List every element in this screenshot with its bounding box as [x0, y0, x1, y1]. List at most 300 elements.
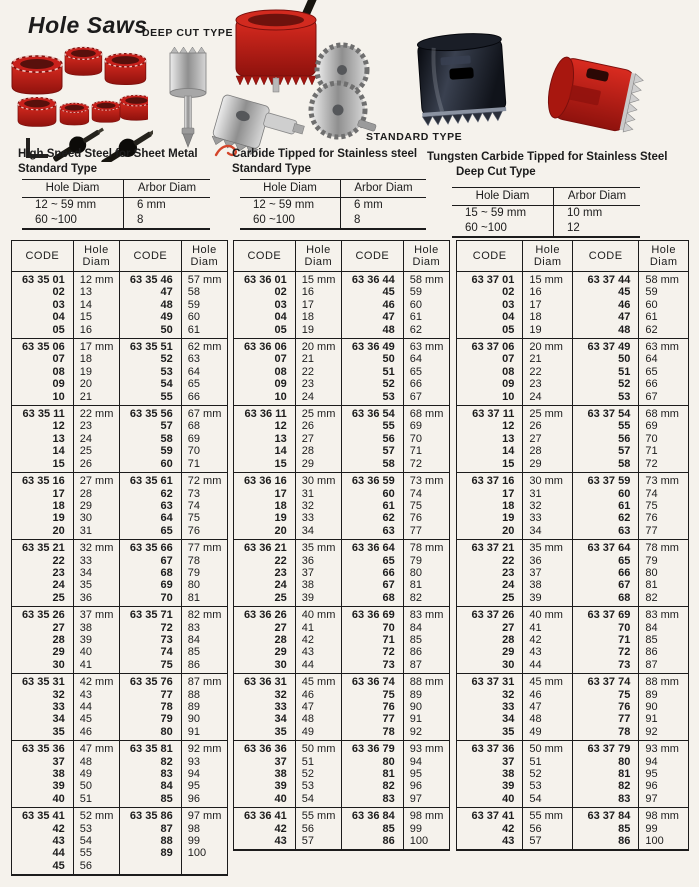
hole-diam-cell: 78 mm — [639, 540, 689, 555]
hole-diam-cell: 76 — [403, 512, 449, 524]
table-row — [234, 555, 450, 567]
hole-diam-cell: 57 mm — [181, 272, 227, 287]
hole-saw-code-table — [11, 240, 228, 876]
code-cell: 63 36 59 — [341, 473, 403, 488]
table-row — [12, 634, 228, 646]
hole-diam-cell: 97 — [403, 793, 449, 808]
hole-diam-cell: 87 — [403, 659, 449, 674]
hole-diam-cell: 86 — [403, 646, 449, 658]
code-cell: 63 35 66 — [119, 540, 181, 555]
code-cell: 82 — [572, 780, 638, 792]
hole-diam-cell: 75 — [403, 500, 449, 512]
hole-diam-cell: 50 — [73, 780, 119, 792]
hole-diam-cell: 74 — [403, 488, 449, 500]
hole-diam-cell: 36 — [295, 555, 341, 567]
hole-diam-cell: 50 mm — [523, 741, 573, 756]
code-cell: 10 — [457, 391, 523, 406]
hole-diam-cell: 30 mm — [295, 473, 341, 488]
code-cell: 57 — [572, 445, 638, 457]
hole-diam-cell: 14 — [73, 299, 119, 311]
table-row — [234, 634, 450, 646]
hole-diam-cell: 96 — [181, 793, 227, 808]
code-cell: 63 35 21 — [12, 540, 74, 555]
hole-diam-cell: 34 — [295, 525, 341, 540]
table-row — [12, 793, 228, 808]
hole-diam-cell: 84 — [403, 622, 449, 634]
table-row — [12, 674, 228, 689]
table-row — [457, 607, 689, 622]
table-row — [12, 366, 228, 378]
code-cell: 34 — [234, 713, 296, 725]
hole-diam-cell: 100 — [181, 847, 227, 859]
code-cell: 63 35 11 — [12, 406, 74, 421]
code-cell: 85 — [572, 823, 638, 835]
hole-diam-cell: 33 — [73, 555, 119, 567]
code-cell: 29 — [234, 646, 296, 658]
table-row — [12, 353, 228, 365]
code-cell: 04 — [457, 311, 523, 323]
code-cell: 80 — [341, 756, 403, 768]
table-row — [457, 339, 689, 354]
hole-diam-cell: 38 — [73, 622, 119, 634]
code-cell: 61 — [572, 500, 638, 512]
code-cell: 07 — [234, 353, 296, 365]
code-cell: 15 — [234, 458, 296, 473]
code-cell: 67 — [119, 555, 181, 567]
code-cell: 57 — [119, 420, 181, 432]
hole-diam-cell: 35 mm — [523, 540, 573, 555]
table-row — [12, 512, 228, 524]
code-cell: 66 — [341, 567, 403, 579]
hole-diam-cell: 48 — [295, 713, 341, 725]
table-row — [12, 324, 228, 339]
hole-diam-cell: 81 — [639, 579, 689, 591]
hole-diam-cell: 78 mm — [403, 540, 449, 555]
code-cell: 78 — [572, 726, 638, 741]
hole-diam-cell: 60 — [403, 299, 449, 311]
table-row — [234, 726, 450, 741]
spec-cell: 12 — [554, 221, 640, 237]
hole-diam-cell: 46 — [73, 726, 119, 741]
code-cell: 86 — [341, 835, 403, 850]
hole-diam-cell: 27 — [295, 433, 341, 445]
hole-diam-cell: 46 — [295, 689, 341, 701]
hole-diam-cell: 75 — [181, 512, 227, 524]
code-cell: 20 — [12, 525, 74, 540]
hole-diam-cell: 35 — [73, 579, 119, 591]
deep-cut-type-label: DEEP CUT TYPE — [142, 27, 234, 39]
code-cell: 63 35 56 — [119, 406, 181, 421]
hole-diam-cell: 86 — [181, 659, 227, 674]
hole-diam-cell: 76 — [181, 525, 227, 540]
code-table-section-hss — [11, 240, 228, 876]
section1-title-line2: Standard Type — [18, 163, 98, 175]
hole-diam-cell: 54 — [523, 793, 573, 808]
hole-diam-cell: 89 — [181, 701, 227, 713]
code-cell: 72 — [572, 646, 638, 658]
code-cell: 73 — [341, 659, 403, 674]
code-cell: 85 — [119, 793, 181, 808]
hole-diam-cell: 98 mm — [639, 808, 689, 823]
table-row — [457, 311, 689, 323]
code-cell: 63 35 41 — [12, 808, 74, 823]
table-row — [457, 420, 689, 432]
code-cell: 83 — [572, 793, 638, 808]
hole-diam-column-header: Hole Diam — [403, 241, 449, 272]
hole-diam-cell: 22 — [523, 366, 573, 378]
hole-diam-cell: 15 mm — [523, 272, 573, 287]
hole-diam-cell: 22 — [295, 366, 341, 378]
code-cell: 44 — [12, 847, 74, 859]
hole-diam-column-header: Hole Diam — [73, 241, 119, 272]
code-cell: 58 — [572, 458, 638, 473]
hole-diam-cell: 41 — [295, 622, 341, 634]
code-cell: 33 — [234, 701, 296, 713]
code-cell: 33 — [457, 701, 523, 713]
hole-diam-cell: 100 — [639, 835, 689, 850]
table-row — [234, 780, 450, 792]
code-cell: 54 — [119, 378, 181, 390]
code-cell: 63 35 36 — [12, 741, 74, 756]
code-cell: 63 36 64 — [341, 540, 403, 555]
hole-diam-cell: 69 — [639, 420, 689, 432]
table-row — [12, 473, 228, 488]
code-cell: 63 — [341, 525, 403, 540]
spec-cell: 6 mm — [124, 198, 210, 214]
code-cell: 80 — [119, 726, 181, 741]
table-row — [457, 622, 689, 634]
code-cell: 35 — [234, 726, 296, 741]
hole-diam-cell: 90 — [181, 713, 227, 725]
code-cell: 28 — [12, 634, 74, 646]
hole-diam-cell: 91 — [639, 713, 689, 725]
hole-diam-cell: 67 — [403, 391, 449, 406]
table-row — [12, 525, 228, 540]
hole-diam-cell: 62 — [403, 324, 449, 339]
table-row — [234, 366, 450, 378]
code-cell: 63 36 54 — [341, 406, 403, 421]
hole-diam-cell: 13 — [73, 286, 119, 298]
hole-diam-cell: 70 — [181, 445, 227, 457]
code-cell: 67 — [572, 579, 638, 591]
table-row — [234, 713, 450, 725]
hole-diam-cell: 12 mm — [73, 272, 119, 287]
table-row — [457, 299, 689, 311]
code-cell: 53 — [572, 391, 638, 406]
table-row — [457, 756, 689, 768]
hole-diam-cell: 53 — [295, 780, 341, 792]
hole-diam-cell: 95 — [639, 768, 689, 780]
table-row — [234, 406, 450, 421]
code-cell: 68 — [341, 592, 403, 607]
table-row — [234, 525, 450, 540]
code-cell: 14 — [234, 445, 296, 457]
hole-saw-code-table — [233, 240, 450, 851]
hole-diam-cell: 66 — [403, 378, 449, 390]
hole-diam-cell: 70 — [639, 433, 689, 445]
code-cell: 12 — [234, 420, 296, 432]
code-cell: 63 35 86 — [119, 808, 181, 823]
table-row — [234, 433, 450, 445]
code-cell: 65 — [119, 525, 181, 540]
hole-diam-cell: 64 — [181, 366, 227, 378]
hole-diam-cell: 85 — [403, 634, 449, 646]
hole-diam-cell: 71 — [403, 445, 449, 457]
hole-diam-cell: 93 mm — [403, 741, 449, 756]
table-row — [234, 659, 450, 674]
code-cell: 63 36 79 — [341, 741, 403, 756]
hole-diam-cell: 55 mm — [295, 808, 341, 823]
code-cell: 85 — [341, 823, 403, 835]
code-cell: 35 — [457, 726, 523, 741]
code-cell: 63 35 71 — [119, 607, 181, 622]
hole-diam-cell: 27 — [523, 433, 573, 445]
spec-header-hole-diam: Hole Diam — [22, 180, 124, 198]
hole-diam-cell: 59 — [639, 286, 689, 298]
code-cell: 18 — [234, 500, 296, 512]
table-row — [234, 378, 450, 390]
code-cell: 13 — [457, 433, 523, 445]
spec-cell: 8 — [340, 213, 426, 229]
code-cell: 63 37 44 — [572, 272, 638, 287]
code-column-header: CODE — [119, 241, 181, 272]
hole-diam-cell: 51 — [295, 756, 341, 768]
code-cell: 19 — [234, 512, 296, 524]
code-cell: 27 — [12, 622, 74, 634]
hole-diam-cell: 91 — [181, 726, 227, 741]
code-cell: 70 — [341, 622, 403, 634]
hole-diam-cell: 17 — [523, 299, 573, 311]
hole-diam-cell: 97 — [639, 793, 689, 808]
table-row — [457, 592, 689, 607]
hole-diam-column-header: Hole Diam — [639, 241, 689, 272]
code-cell: 63 36 49 — [341, 339, 403, 354]
table-row — [234, 473, 450, 488]
hole-diam-cell: 42 — [523, 634, 573, 646]
hole-diam-cell: 88 mm — [403, 674, 449, 689]
table-row — [457, 391, 689, 406]
code-cell: 49 — [119, 311, 181, 323]
code-cell: 63 35 26 — [12, 607, 74, 622]
code-cell: 63 36 11 — [234, 406, 296, 421]
table-row — [457, 768, 689, 780]
hole-diam-cell: 46 — [523, 689, 573, 701]
table-row — [12, 646, 228, 658]
hole-diam-cell: 64 — [639, 353, 689, 365]
table-row — [234, 808, 450, 823]
code-cell: 37 — [457, 756, 523, 768]
code-cell: 02 — [234, 286, 296, 298]
code-table-section-tungsten — [456, 240, 689, 851]
hole-diam-cell: 73 mm — [639, 473, 689, 488]
hole-diam-cell: 57 — [523, 835, 573, 850]
hole-diam-cell: 32 — [523, 500, 573, 512]
hole-diam-cell: 45 mm — [295, 674, 341, 689]
code-cell: 24 — [12, 579, 74, 591]
hole-diam-cell: 61 — [403, 311, 449, 323]
table-row — [457, 458, 689, 473]
code-cell: 55 — [119, 391, 181, 406]
hole-diam-cell: 88 mm — [639, 674, 689, 689]
hole-diam-cell: 15 — [73, 311, 119, 323]
hole-diam-cell: 70 — [403, 433, 449, 445]
section3-title-line1: Tungsten Carbide Tipped for Stainless Steel — [427, 151, 668, 163]
code-cell: 42 — [12, 823, 74, 835]
code-cell: 25 — [12, 592, 74, 607]
table-row — [12, 701, 228, 713]
code-cell: 47 — [119, 286, 181, 298]
code-cell: 42 — [234, 823, 296, 835]
hole-diam-cell: 93 mm — [639, 741, 689, 756]
hole-diam-cell: 26 — [295, 420, 341, 432]
code-cell: 38 — [234, 768, 296, 780]
spec-cell: 8 — [124, 213, 210, 229]
code-cell: 77 — [119, 689, 181, 701]
code-cell: 02 — [457, 286, 523, 298]
table-row — [234, 607, 450, 622]
hole-diam-cell: 31 — [295, 488, 341, 500]
hole-diam-cell: 73 — [181, 488, 227, 500]
code-cell: 70 — [119, 592, 181, 607]
hole-diam-cell: 65 — [403, 366, 449, 378]
code-cell: 60 — [119, 458, 181, 473]
code-cell: 30 — [12, 659, 74, 674]
table-row — [12, 741, 228, 756]
code-cell: 12 — [457, 420, 523, 432]
code-cell: 43 — [457, 835, 523, 850]
table-row — [457, 713, 689, 725]
code-cell: 63 36 74 — [341, 674, 403, 689]
code-cell: 46 — [572, 299, 638, 311]
black-hole-saw-photo — [406, 30, 518, 134]
hole-diam-cell: 77 mm — [181, 540, 227, 555]
code-cell: 63 35 06 — [12, 339, 74, 354]
code-cell: 63 36 16 — [234, 473, 296, 488]
hole-diam-cell: 55 mm — [523, 808, 573, 823]
code-cell: 18 — [12, 500, 74, 512]
code-cell: 14 — [457, 445, 523, 457]
hole-diam-cell: 33 — [523, 512, 573, 524]
code-cell: 78 — [341, 726, 403, 741]
hole-diam-cell: 23 — [295, 378, 341, 390]
code-cell: 69 — [119, 579, 181, 591]
code-cell: 82 — [119, 756, 181, 768]
hole-diam-cell: 28 — [73, 488, 119, 500]
code-cell: 68 — [572, 592, 638, 607]
code-cell: 63 36 41 — [234, 808, 296, 823]
hole-diam-cell: 44 — [73, 701, 119, 713]
code-cell: 56 — [572, 433, 638, 445]
code-cell: 32 — [12, 689, 74, 701]
code-cell: 82 — [341, 780, 403, 792]
hole-diam-cell: 20 mm — [523, 339, 573, 354]
table-row — [12, 286, 228, 298]
hole-diam-cell: 28 — [295, 445, 341, 457]
hole-diam-cell: 69 — [403, 420, 449, 432]
hole-diam-cell: 53 — [523, 780, 573, 792]
code-cell: 63 35 46 — [119, 272, 181, 287]
table-row — [457, 378, 689, 390]
spec-header-hole-diam: Hole Diam — [452, 188, 554, 206]
hole-diam-cell: 51 — [73, 793, 119, 808]
table-row — [234, 458, 450, 473]
table-row — [12, 808, 228, 823]
hole-diam-cell: 31 — [73, 525, 119, 540]
table-row — [12, 579, 228, 591]
hole-diam-cell: 23 — [523, 378, 573, 390]
code-cell: 63 37 11 — [457, 406, 523, 421]
table-row — [12, 488, 228, 500]
hole-diam-cell: 29 — [73, 500, 119, 512]
section2-title-line2: Standard Type — [232, 163, 312, 175]
table-row — [234, 512, 450, 524]
code-cell: 62 — [119, 488, 181, 500]
code-cell: 65 — [341, 555, 403, 567]
code-cell: 75 — [572, 689, 638, 701]
section3-title-line2: Deep Cut Type — [456, 166, 536, 178]
table-row — [234, 674, 450, 689]
hole-diam-cell: 49 — [73, 768, 119, 780]
code-cell: 63 36 36 — [234, 741, 296, 756]
table-row — [234, 286, 450, 298]
hole-diam-cell: 78 — [181, 555, 227, 567]
code-cell: 34 — [457, 713, 523, 725]
hole-diam-cell: 63 — [181, 353, 227, 365]
table-row — [12, 500, 228, 512]
hole-diam-column-header: Hole Diam — [181, 241, 227, 272]
code-cell: 71 — [341, 634, 403, 646]
hole-diam-cell: 54 — [295, 793, 341, 808]
table-row — [457, 512, 689, 524]
hole-diam-cell: 16 — [523, 286, 573, 298]
hole-diam-cell: 56 — [523, 823, 573, 835]
table-row — [12, 299, 228, 311]
code-cell: 22 — [457, 555, 523, 567]
hole-diam-cell: 85 — [181, 646, 227, 658]
code-cell: 63 37 74 — [572, 674, 638, 689]
code-cell: 13 — [234, 433, 296, 445]
hole-diam-cell: 59 — [181, 299, 227, 311]
hole-diam-cell: 54 — [73, 835, 119, 847]
code-cell: 75 — [341, 689, 403, 701]
table-row — [457, 445, 689, 457]
code-cell: 58 — [119, 433, 181, 445]
hole-diam-cell: 18 — [73, 353, 119, 365]
spec-header-arbor-diam: Arbor Diam — [124, 180, 210, 198]
code-cell: 63 35 81 — [119, 741, 181, 756]
hole-diam-cell: 63 mm — [639, 339, 689, 354]
hole-diam-cell: 91 — [403, 713, 449, 725]
code-cell: 04 — [12, 311, 74, 323]
section1-title-line1: High Speed Steel for Sheet Metal — [18, 148, 198, 160]
hole-diam-cell: 50 mm — [295, 741, 341, 756]
hole-diam-cell: 81 — [403, 579, 449, 591]
table-row — [12, 756, 228, 768]
hole-diam-cell: 16 — [73, 324, 119, 339]
hole-diam-cell: 24 — [295, 391, 341, 406]
red-hole-saw-photo — [540, 50, 652, 142]
hole-diam-column-header: Hole Diam — [523, 241, 573, 272]
code-cell: 50 — [119, 324, 181, 339]
hole-diam-cell: 77 — [639, 525, 689, 540]
code-cell: 63 37 16 — [457, 473, 523, 488]
hole-diam-cell: 47 mm — [73, 741, 119, 756]
hole-diam-cell: 66 — [639, 378, 689, 390]
code-cell: 15 — [457, 458, 523, 473]
hole-diam-cell: 95 — [403, 768, 449, 780]
code-cell: 81 — [341, 768, 403, 780]
code-cell: 57 — [341, 445, 403, 457]
